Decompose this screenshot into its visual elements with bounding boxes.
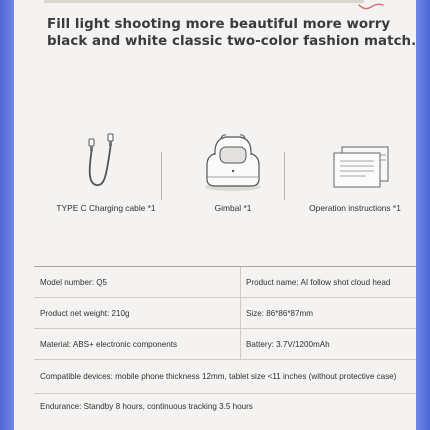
headline-line-1: Fill light shooting more beautiful more worry [47, 17, 391, 32]
page-edge-right [416, 0, 430, 430]
page-edge-left [0, 0, 14, 430]
spec-column-divider [240, 267, 241, 297]
manual-icon [296, 125, 414, 200]
manual-label: Operation instructions *1 [309, 203, 401, 213]
item-divider-1 [161, 152, 162, 200]
item-divider-2 [284, 152, 285, 200]
headline-line-2: black and white classic two-color fashion match. [47, 34, 416, 49]
spec-row [34, 298, 416, 329]
spec-row [34, 267, 416, 298]
decorative-squiggle [358, 2, 384, 12]
spec-material: Material: ABS+ electronic components [40, 339, 177, 349]
gimbal-label: Gimbal *1 [214, 203, 252, 213]
spec-row [34, 360, 416, 394]
spec-battery: Battery: 3.7V/1200mAh [246, 339, 330, 349]
top-divider [44, 0, 364, 3]
product-detail-sheet [14, 0, 416, 430]
spec-net-weight: Product net weight: 210g [40, 308, 130, 318]
spec-product-name: Product name: AI follow shot cloud head [246, 277, 391, 287]
spec-compatible-devices: Compatible devices: mobile phone thickness 12mm, tablet size <11 inches (without protective case) [40, 372, 397, 381]
spec-row [34, 329, 416, 360]
headline [47, 16, 416, 50]
cable-label: TYPE C Charging cable *1 [56, 203, 156, 213]
spec-row [34, 394, 416, 419]
usb-cable-icon [48, 125, 164, 200]
spec-endurance: Endurance: Standby 8 hours, continuous tracking 3.5 hours [40, 402, 253, 411]
gimbal-icon [176, 125, 290, 200]
spec-column-divider [240, 329, 241, 359]
spec-model: Model number: Q5 [40, 277, 108, 287]
spec-column-divider [240, 298, 241, 328]
spec-size: Size: 86*86*87mm [246, 308, 314, 318]
spec-table [34, 266, 416, 419]
